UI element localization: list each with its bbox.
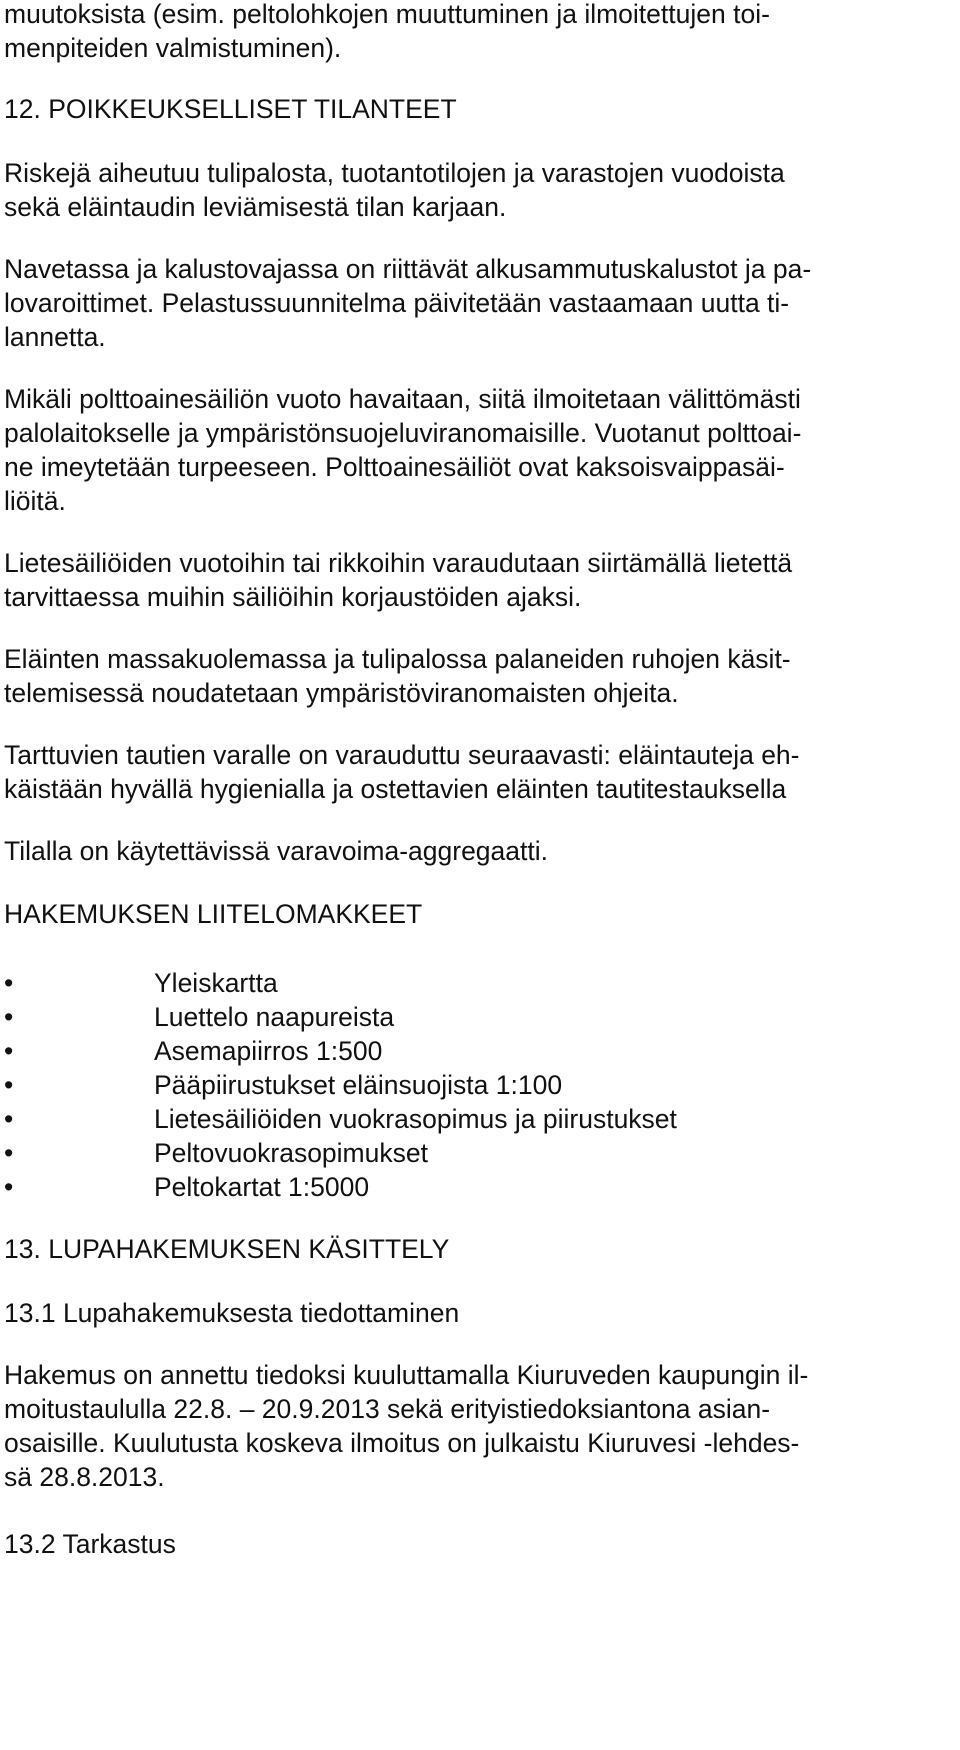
- text-line: sekä eläintaudin leviämisestä tilan karjaan.: [4, 192, 507, 222]
- bullet-icon: •: [4, 1104, 14, 1134]
- text-line: sä 28.8.2013.: [4, 1462, 165, 1492]
- section-heading: 13. LUPAHAKEMUKSEN KÄSITTELY: [4, 1234, 450, 1264]
- text-line: käistään hyvällä hygienialla ja ostettavien eläinten tautitestauksella: [4, 774, 787, 804]
- text-line: Tilalla on käytettävissä varavoima-aggregaatti.: [4, 836, 549, 866]
- text-line: Hakemus on annettu tiedoksi kuuluttamalla Kiuruveden kaupungin il-: [4, 1360, 809, 1390]
- text-line: muutoksista (esim. peltolohkojen muuttuminen ja ilmoitettujen toi-: [4, 0, 770, 29]
- text-line: Lietesäiliöiden vuotoihin tai rikkoihin varaudutaan siirtämällä lietettä: [4, 548, 793, 578]
- list-item: Peltovuokrasopimukset: [154, 1138, 428, 1168]
- text-line: telemisessä noudatetaan ympäristöviranomaisten ohjeita.: [4, 678, 679, 708]
- text-line: lovaroittimet. Pelastussuunnitelma päivitetään vastaamaan uutta ti-: [4, 288, 790, 318]
- text-line: Riskejä aiheutuu tulipalosta, tuotantotilojen ja varastojen vuodoista: [4, 158, 785, 188]
- text-line: lannetta.: [4, 322, 106, 352]
- bullet-icon: •: [4, 1172, 14, 1202]
- section-heading: HAKEMUKSEN LIITELOMAKKEET: [4, 899, 423, 929]
- section-heading: 12. POIKKEUKSELLISET TILANTEET: [4, 94, 457, 124]
- text-line: osaisille. Kuulutusta koskeva ilmoitus on julkaistu Kiuruvesi -lehdes-: [4, 1428, 800, 1458]
- text-line: Mikäli polttoainesäiliön vuoto havaitaan, siitä ilmoitetaan välittömästi: [4, 384, 801, 414]
- list-item: Pääpiirustukset eläinsuojista 1:100: [154, 1070, 563, 1100]
- text-line: ne imeytetään turpeeseen. Polttoainesäiliöt ovat kaksoisvaippasäi-: [4, 452, 785, 482]
- list-item: Peltokartat 1:5000: [154, 1172, 370, 1202]
- text-line: Eläinten massakuolemassa ja tulipalossa palaneiden ruhojen käsit-: [4, 644, 791, 674]
- list-item: Luettelo naapureista: [154, 1002, 395, 1032]
- text-line: Navetassa ja kalustovajassa on riittävät alkusammutuskalustot ja pa-: [4, 254, 812, 284]
- bullet-icon: •: [4, 968, 14, 998]
- text-line: liöitä.: [4, 486, 66, 516]
- text-line: menpiteiden valmistuminen).: [4, 33, 342, 63]
- bullet-icon: •: [4, 1002, 14, 1032]
- list-item: Yleiskartta: [154, 968, 278, 998]
- subsection-heading: 13.1 Lupahakemuksesta tiedottaminen: [4, 1298, 460, 1328]
- bullet-icon: •: [4, 1070, 14, 1100]
- text-line: Tarttuvien tautien varalle on varauduttu seuraavasti: eläintauteja eh-: [4, 740, 800, 770]
- text-line: tarvittaessa muihin säiliöihin korjaustöiden ajaksi.: [4, 582, 582, 612]
- list-item: Asemapiirros 1:500: [154, 1036, 383, 1066]
- text-line: palolaitokselle ja ympäristönsuojeluviranomaisille. Vuotanut polttoai-: [4, 418, 802, 448]
- list-item: Lietesäiliöiden vuokrasopimus ja piirustukset: [154, 1104, 677, 1134]
- text-line: moitustaululla 22.8. – 20.9.2013 sekä erityistiedoksiantona asian-: [4, 1394, 771, 1424]
- bullet-icon: •: [4, 1138, 14, 1168]
- subsection-heading: 13.2 Tarkastus: [4, 1529, 176, 1559]
- bullet-icon: •: [4, 1036, 14, 1066]
